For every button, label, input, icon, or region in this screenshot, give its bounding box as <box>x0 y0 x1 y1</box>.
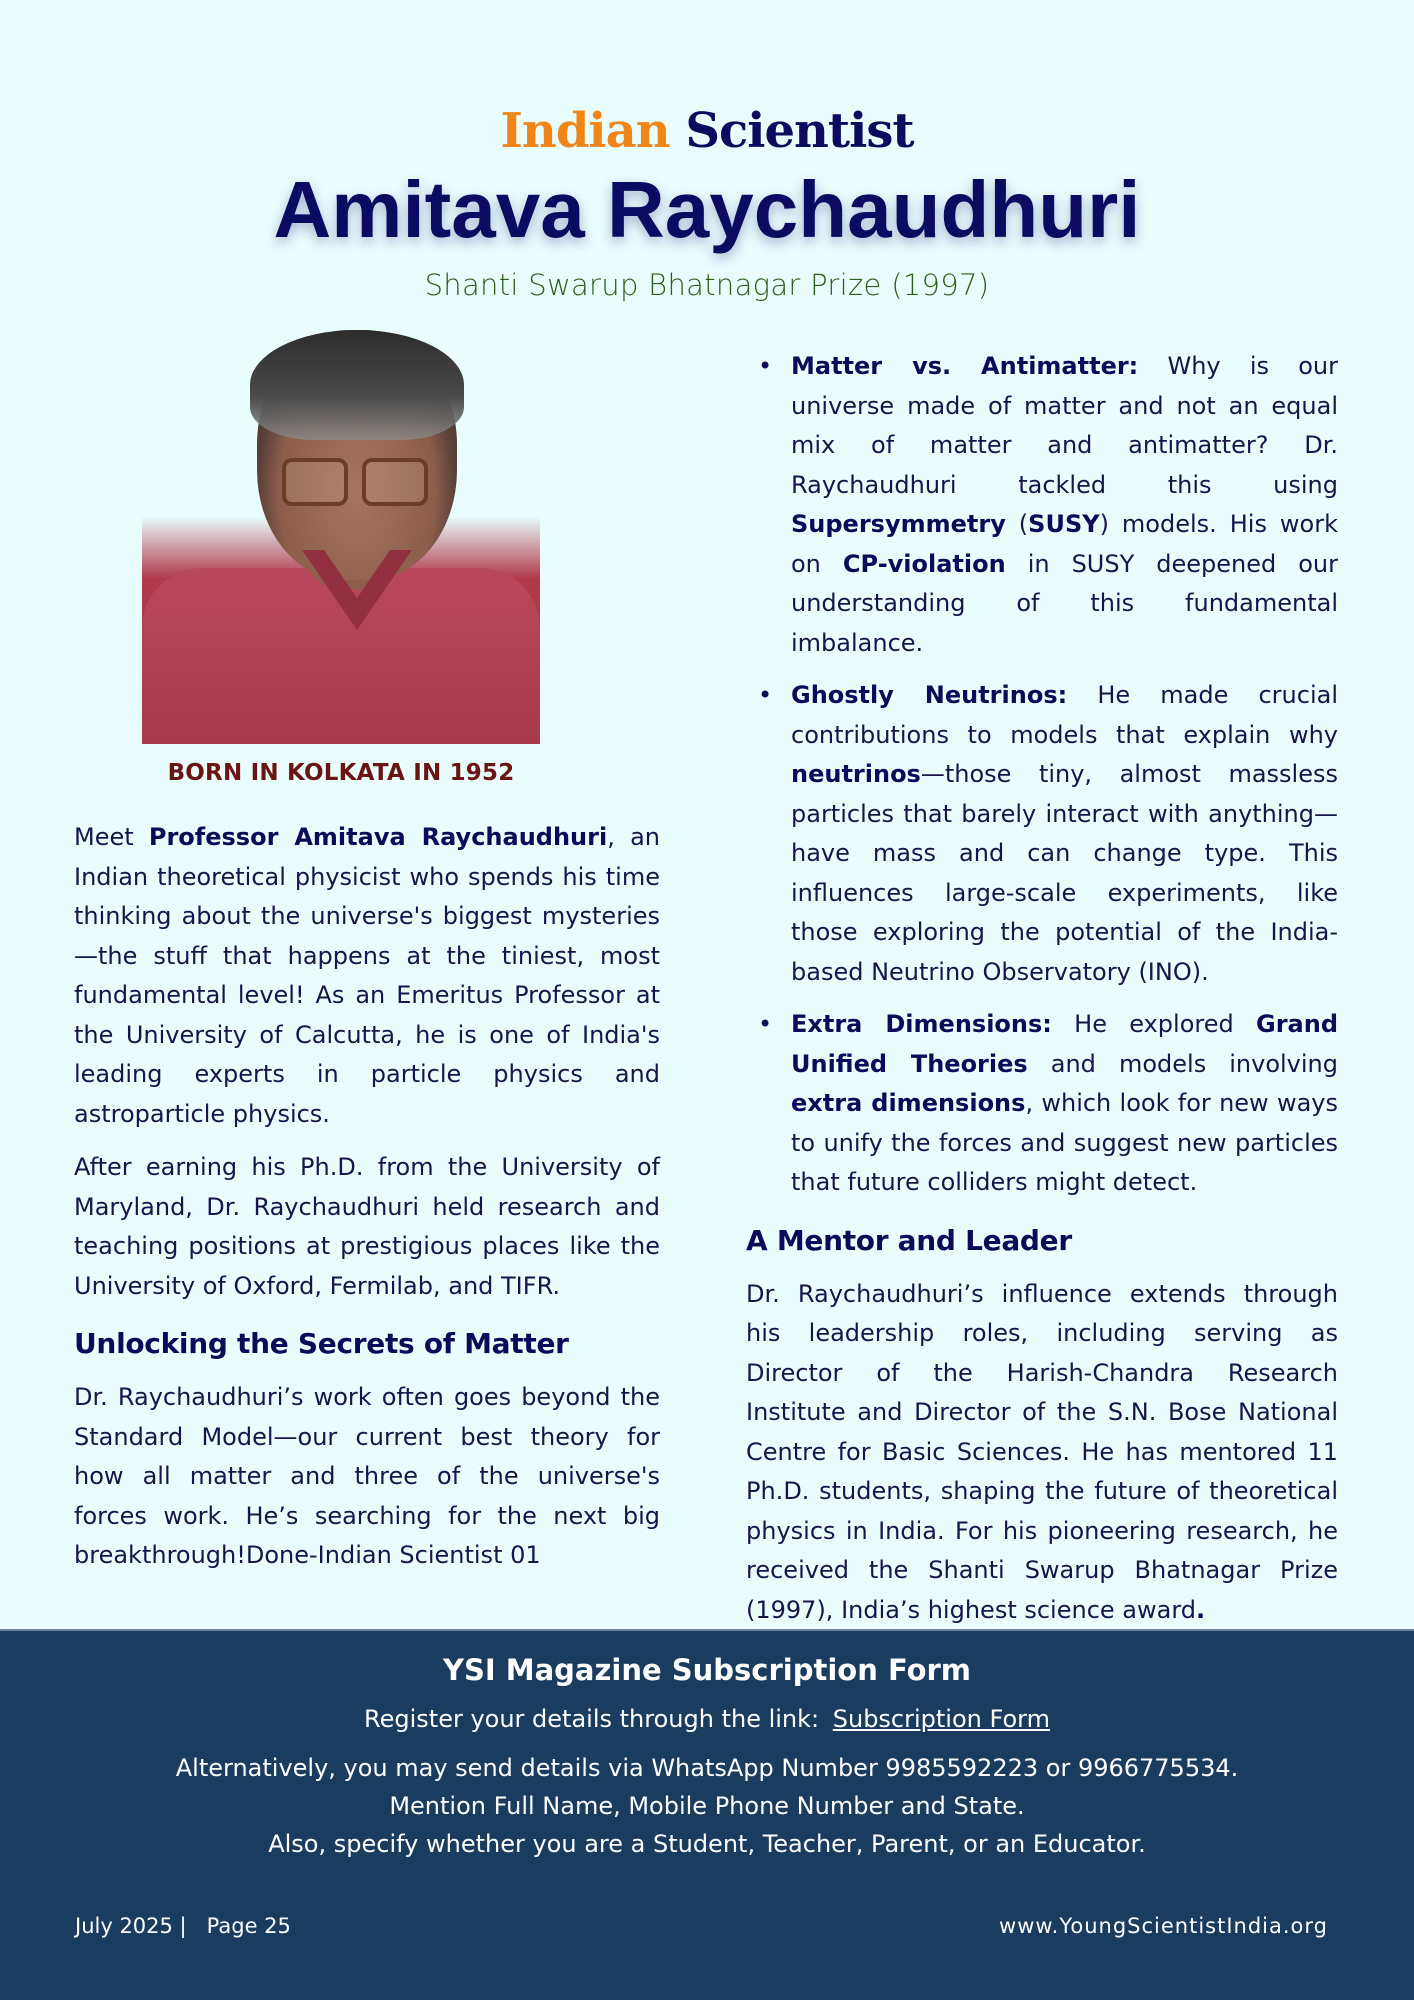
scientist-portrait <box>142 330 540 744</box>
page-header <box>0 100 1414 302</box>
date-page-label: July 2025 | Page 25 <box>75 1914 291 1938</box>
bullet-bold: neutrinos <box>791 760 921 788</box>
section-heading-mentor: A Mentor and Leader <box>746 1223 1072 1257</box>
mentor-paragraph <box>746 1275 1338 1631</box>
bullet-text: in SUSY deepened our understanding of this fundamental imbalance. <box>791 549 1339 657</box>
contact-instructions <box>0 1749 1414 1863</box>
bullet-text: —those tiny, almost massless particles that barely interact with anything—have mass and can change type. This influences large-scale experiments, like those exploring the potential of the India-based Neutrino Observatory (INO). <box>791 760 1338 986</box>
bullet-text: , which look for new ways to unify the forces and suggest new particles that future colliders might detect. <box>791 1089 1339 1196</box>
mention-line: Mention Full Name, Mobile Phone Number and State. <box>389 1792 1025 1820</box>
intro-bold-name: Professor Amitava Raychaudhuri <box>148 823 608 851</box>
website-link[interactable]: www.YoungScientistIndia.org <box>999 1914 1328 1938</box>
bullet-ghostly-neutrinos <box>746 676 1338 992</box>
intro-text-b: , an Indian theoretical physicist who spends his time thinking about the universe's biggest mysteries—the stuff that happens at the tiniest, most fundamental level! As an Emeritus Professor at the University of Calcutta, he is one of India's leading experts in particle physics and astroparticle physics. <box>74 823 660 1128</box>
portrait-hair <box>250 330 464 440</box>
kicker-indian: Indian <box>500 103 670 159</box>
bullet-title: Matter vs. Antimatter: <box>791 352 1139 380</box>
section-heading-secrets: Unlocking the Secrets of Matter <box>74 1327 569 1360</box>
portrait-glasses-left <box>282 458 348 506</box>
specify-line: Also, specify whether you are a Student, Teacher, Parent, or an Educator. <box>268 1830 1146 1858</box>
bullet-title: Ghostly Neutrinos: <box>791 681 1068 709</box>
bullet-bold: CP-violation <box>842 549 1006 578</box>
whatsapp-line: Alternatively, you may send details via WhatsApp Number 9985592223 or 9966775534. <box>175 1754 1239 1782</box>
intro-text-a: Meet <box>74 823 149 851</box>
subscription-footer <box>0 1629 1414 2000</box>
bullet-bold: extra dimensions <box>791 1089 1026 1117</box>
portrait-glasses-right <box>362 458 428 506</box>
scientist-name: Amitava Raychaudhuri <box>273 165 1141 254</box>
right-column <box>746 347 1338 1644</box>
bullet-text: ) models. His work on <box>791 510 1338 578</box>
bullet-matter-antimatter <box>746 347 1338 663</box>
left-column <box>74 818 660 1590</box>
bullet-text: Why is our universe made of matter and not an equal mix of matter and antimatter? Dr. Raychaudhuri tackled this using <box>791 352 1338 499</box>
bullet-text: He made crucial contributions to models that explain why <box>791 681 1338 749</box>
career-paragraph: After earning his Ph.D. from the University of Maryland, Dr. Raychaudhuri held research and teaching positions at prestigious places like the University of Oxford, Fermilab, and TIFR. <box>74 1153 660 1300</box>
bullet-title: Extra Dimensions: <box>791 1010 1052 1038</box>
bullet-extra-dimensions <box>746 1005 1338 1203</box>
bullet-text: ( <box>1005 510 1029 538</box>
subscription-title: YSI Magazine Subscription Form <box>442 1653 972 1687</box>
subscription-form-link[interactable]: Subscription Form <box>832 1705 1050 1733</box>
photo-caption: BORN IN KOLKATA IN 1952 <box>167 760 515 786</box>
bullet-text: He explored <box>1051 1010 1256 1038</box>
register-line <box>0 1703 1414 1735</box>
bullet-text: and models involving <box>1027 1049 1338 1078</box>
bullet-bold: Grand Unified Theories <box>791 1010 1338 1078</box>
bullet-bold: SUSY <box>1028 510 1100 538</box>
intro-paragraph <box>74 818 660 1134</box>
mentor-end: . <box>1196 1595 1206 1624</box>
bullet-bold: Supersymmetry <box>791 510 1006 538</box>
mentor-text: Dr. Raychaudhuri’s influence extends through his leadership roles, including serving as Director of the Harish-Chandra Research Institute and Director of the S.N. Bose National Centre for Basic Sciences. He has mentored 11 Ph.D. students, shaping the future of theoretical physics in India. For his pioneering research, he received the Shanti Swarup Bhatnagar Prize (1997), India’s highest science award <box>746 1279 1338 1624</box>
research-paragraph: Dr. Raychaudhuri’s work often goes beyond the Standard Model—our current best theory for how all matter and three of the universe's forces work. He’s searching for the next big breakthrough!Done-Indian Scientist 01 <box>74 1383 660 1569</box>
register-text: Register your details through the link: <box>364 1705 827 1733</box>
kicker-scientist: Scientist <box>685 103 914 159</box>
prize-subtitle: Shanti Swarup Bhatnagar Prize (1997) <box>424 268 990 302</box>
section-kicker <box>0 100 1414 162</box>
research-bullets <box>746 347 1338 1203</box>
